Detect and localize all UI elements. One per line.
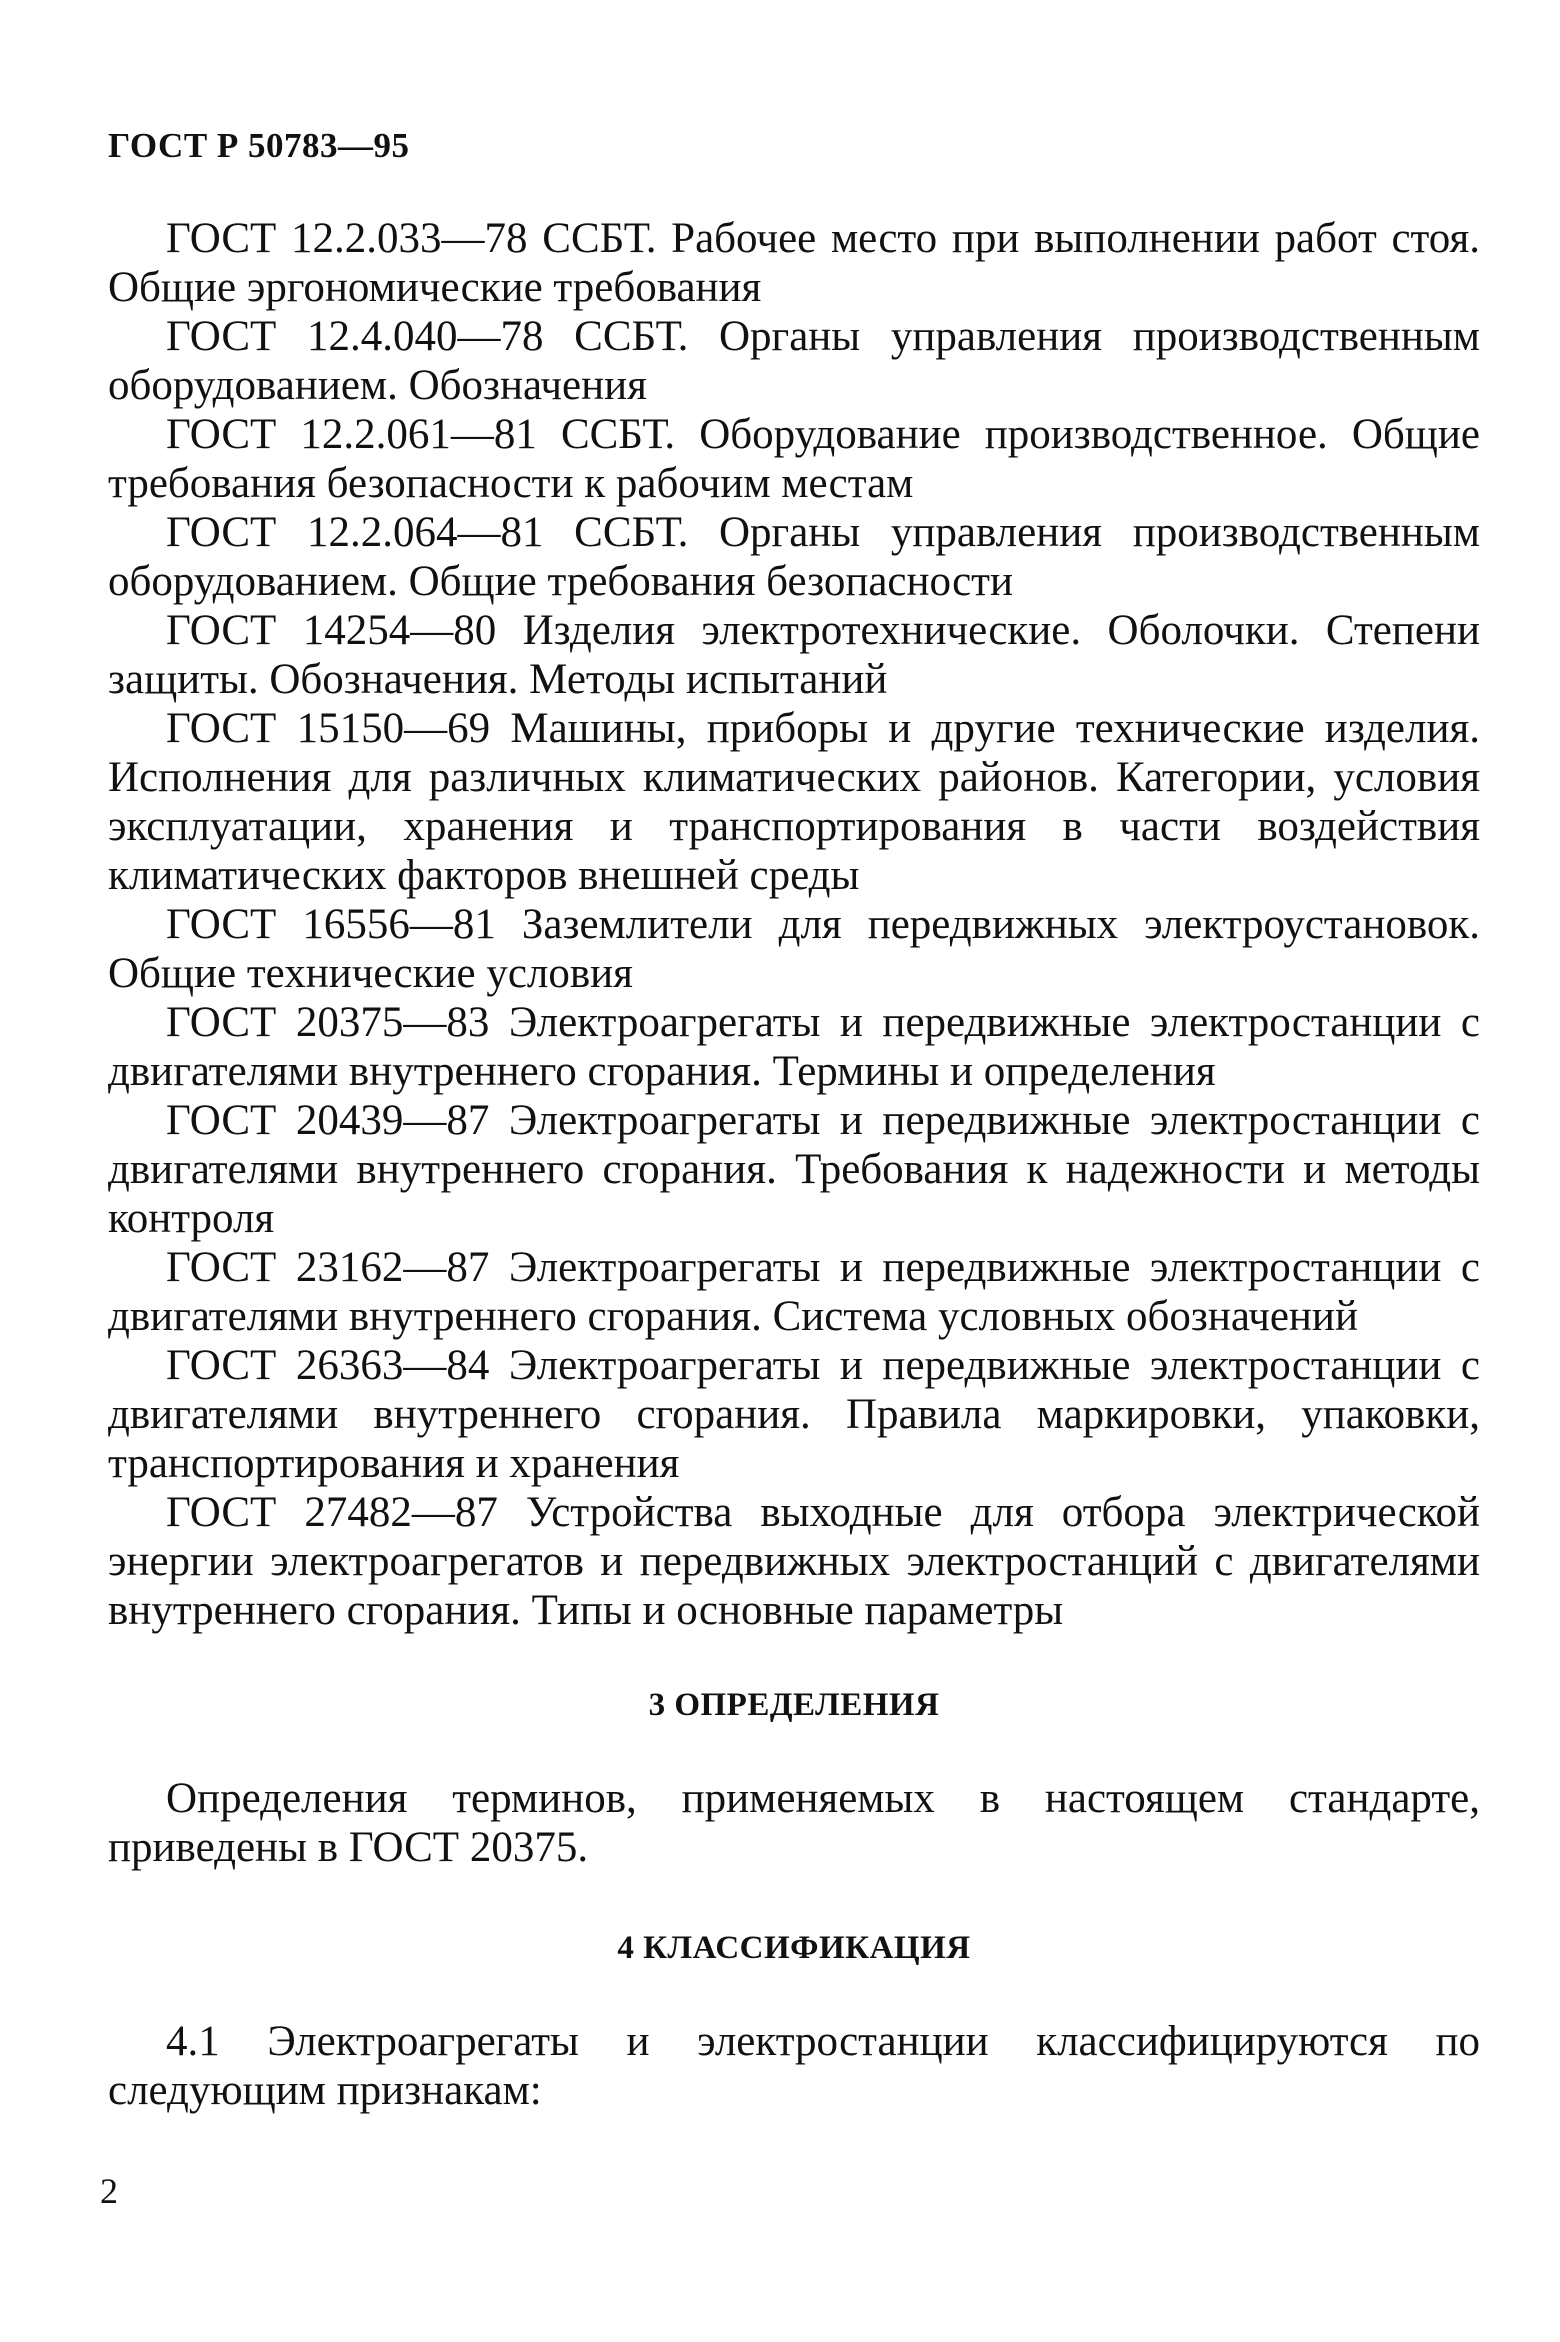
reference-item: ГОСТ 12.2.064—81 ССБТ. Органы управления производственным оборудованием. Общие требования безопасности [108,509,1480,605]
reference-item: ГОСТ 14254—80 Изделия электротехнические. Оболочки. Степени защиты. Обозначения. Методы испытаний [108,607,1480,703]
reference-item: ГОСТ 20439—87 Электроагрегаты и передвижные электростанции с двигателями внутреннего сгорания. Требования к надежности и методы контроля [108,1097,1480,1242]
section-heading-classification: 4 КЛАССИФИКАЦИЯ [617,1930,971,1966]
reference-item: ГОСТ 27482—87 Устройства выходные для отбора электрической энергии электроагрегатов и передвижных электростанций с двигателями внутреннего сгорания. Типы и основные параметры [108,1489,1480,1634]
reference-item: ГОСТ 12.4.040—78 ССБТ. Органы управления производственным оборудованием. Обозначения [108,313,1480,409]
reference-item: ГОСТ 16556—81 Заземлители для передвижных электроустановок. Общие технические условия [108,901,1480,997]
document-code-header: ГОСТ Р 50783—95 [108,126,410,165]
reference-item: ГОСТ 26363—84 Электроагрегаты и передвижные электростанции с двигателями внутреннего сгорания. Правила маркировки, упаковки, транспортирования и хранения [108,1342,1480,1487]
reference-item: ГОСТ 20375—83 Электроагрегаты и передвижные электростанции с двигателями внутреннего сгорания. Термины и определения [108,999,1480,1095]
reference-item: ГОСТ 23162—87 Электроагрегаты и передвижные электростанции с двигателями внутреннего сгорания. Система условных обозначений [108,1244,1480,1340]
section-heading-definitions: 3 ОПРЕДЕЛЕНИЯ [648,1687,940,1723]
reference-item: ГОСТ 12.2.061—81 ССБТ. Оборудование производственное. Общие требования безопасности к рабочим местам [108,411,1480,507]
page-number: 2 [100,2171,118,2211]
classification-paragraph: 4.1 Электроагрегаты и электростанции классифицируются по следующим признакам: [108,2018,1480,2114]
definitions-paragraph: Определения терминов, применяемых в настоящем стандарте, приведены в ГОСТ 20375. [108,1775,1480,1871]
reference-item: ГОСТ 12.2.033—78 ССБТ. Рабочее место при выполнении работ стоя. Общие эргономические требования [108,215,1480,311]
reference-item: ГОСТ 15150—69 Машины, приборы и другие технические изделия. Исполнения для различных климатических районов. Категории, условия эксплуатации, хранения и транспортирования в части воздействия климатических факторов внешней среды [108,705,1480,899]
normative-references-list [108,214,1480,1635]
page-content [108,214,1480,2115]
